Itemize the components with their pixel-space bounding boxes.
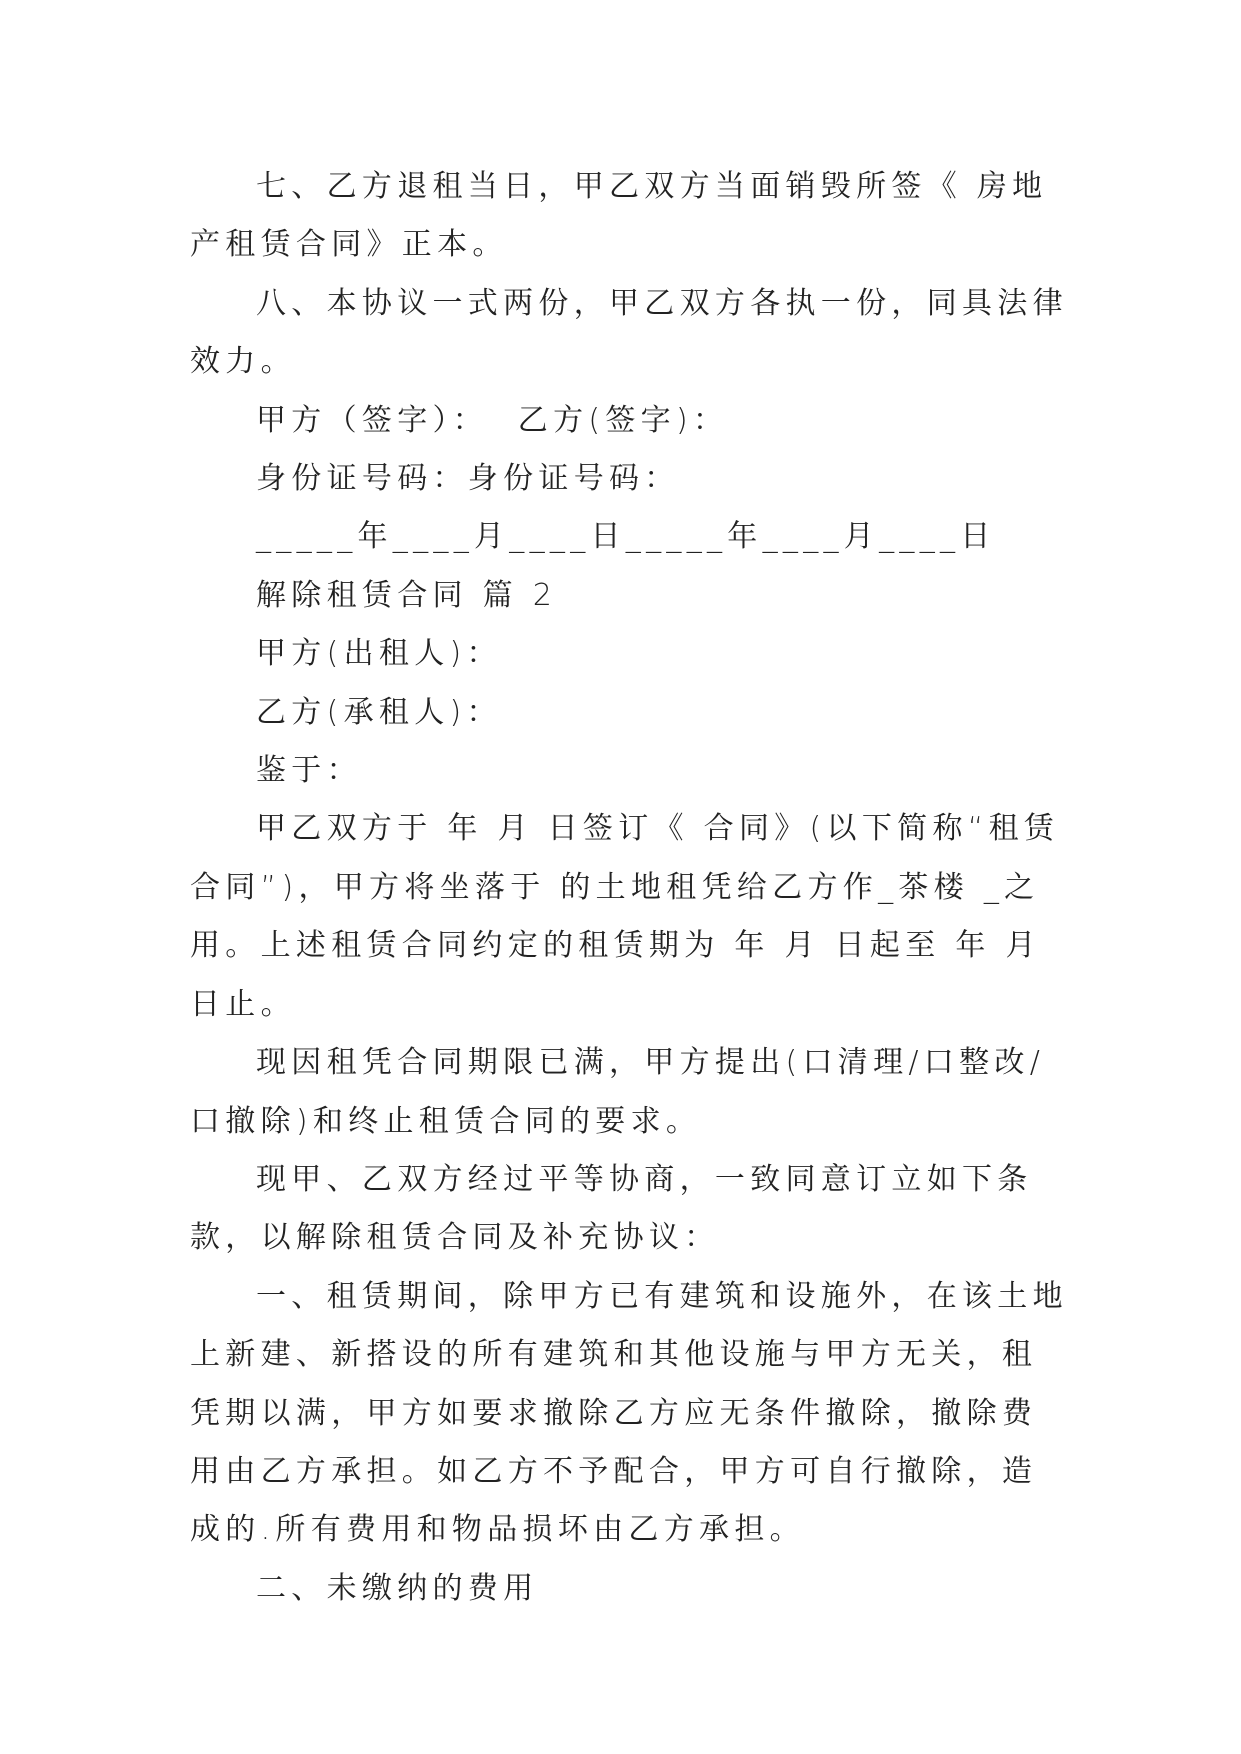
date-line: _____年____月____日_____年____月____日 xyxy=(256,519,996,555)
termination-reason: 现因租凭合同期限已满，甲方提出(口清理/口整改/口撤除)和终止租赁合同的要求。 xyxy=(190,1045,1046,1139)
agreement-intro: 现甲、乙双方经过平等协商，一致同意订立如下条款，以解除租赁合同及补充协议： xyxy=(190,1161,1033,1256)
whereas-label: 鉴于： xyxy=(256,753,362,789)
party-b-line: 乙方(承租人)： xyxy=(256,694,502,730)
clause-two-heading: 二、未缴纳的费用 xyxy=(256,1570,539,1606)
document-body xyxy=(190,158,1070,1618)
id-number-line: 身份证号码：身份证号码： xyxy=(256,461,680,497)
party-a-line: 甲方(出租人)： xyxy=(256,636,502,672)
clause-one: 一、租赁期间，除甲方已有建筑和设施外，在该土地上新建、新搭设的所有建筑和其他设施与甲方无关，租凭期以满，甲方如要求撤除乙方应无条件撤除，撤除费用由乙方承担。如乙方不予配合，甲方可自行撤除，造成的.所有费用和物品损坏由乙方承担。 xyxy=(190,1278,1068,1548)
signature-line: 甲方（签字）： 乙方(签字)： xyxy=(256,402,729,438)
clause-seven: 七、乙方退租当日，甲乙双方当面销毁所签《 房地产租赁合同》正本。 xyxy=(190,169,1048,263)
section-title: 解除租赁合同 篇 2 xyxy=(256,577,558,613)
clause-eight: 八、本协议一式两份，甲乙双方各执一份，同具法律效力。 xyxy=(190,285,1068,380)
contract-background: 甲乙双方于 年 月 日签订《 合同》(以下简称“租赁合同”)，甲方将坐落于 的土地租凭给乙方作_茶楼 _之用。上述租赁合同约定的租赁期为 年 月 日起至 年 月 日止。 xyxy=(190,811,1060,1022)
